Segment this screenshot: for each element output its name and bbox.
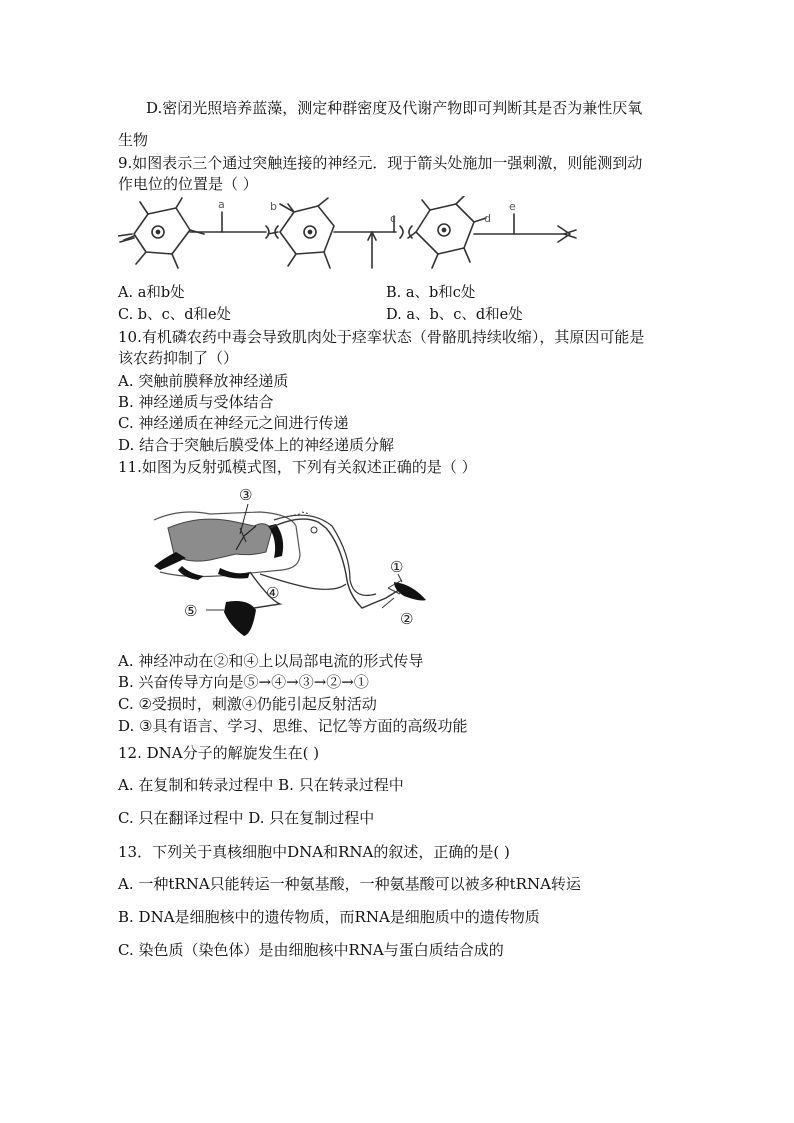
q8-option-d-line2: 生物: [118, 131, 149, 149]
q11-option-d: D. ③具有语言、学习、思维、记忆等方面的高级功能: [118, 717, 468, 735]
label-e: e: [509, 200, 516, 213]
q9-option-a: A. a和b处: [118, 285, 185, 301]
q13-stem: 13．下列关于真核细胞中DNA和RNA的叙述，正确的是( ): [118, 843, 510, 861]
reflex-arc-figure: [150, 484, 440, 644]
label-1: ①: [390, 558, 404, 576]
q9-stem-line2: 作电位的位置是（ ）: [118, 175, 258, 193]
q9-option-c: C. b、c、d和e处: [118, 307, 232, 323]
q12-options-line2: C. 只在翻译过程中 D. 只在复制过程中: [118, 809, 375, 827]
q10-stem-line2: 该农药抑制了（）: [118, 349, 239, 367]
label-3: ③: [239, 486, 253, 504]
q10-stem-line1: 10.有机磷农药中毒会导致肌肉处于痉挛状态（骨骼肌持续收缩），其原因可能是: [118, 328, 645, 346]
q12-options-line1: A. 在复制和转录过程中 B. 只在转录过程中: [118, 776, 404, 794]
label-2: ②: [400, 610, 414, 628]
label-a: a: [218, 198, 225, 211]
q10-option-a: A. 突触前膜释放神经递质: [118, 372, 289, 390]
q9-stem-line1: 9.如图表示三个通过突触连接的神经元．现于箭头处施加一强刺激，则能测到动: [118, 154, 643, 172]
q9-option-b: B. a、b和c处: [386, 285, 476, 301]
neuron-chain-figure: [118, 196, 588, 276]
q11-option-c: C. ②受损时，刺激④仍能引起反射活动: [118, 695, 377, 713]
q9-option-d: D. a、b、c、d和e处: [386, 307, 523, 323]
q8-option-d-line1: D.密闭光照培养蓝藻，测定种群密度及代谢产物即可判断其是否为兼性厌氧: [146, 99, 643, 117]
label-c: c: [390, 212, 397, 225]
q13-option-c: C. 染色质（染色体）是由细胞核中RNA与蛋白质结合成的: [118, 941, 504, 959]
label-d: d: [484, 212, 491, 225]
q10-option-c: C. 神经递质在神经元之间进行传递: [118, 414, 349, 432]
q11-option-b: B. 兴奋传导方向是⑤→④→③→②→①: [118, 673, 369, 691]
q10-option-b: B. 神经递质与受体结合: [118, 393, 274, 411]
q12-stem: 12. DNA分子的解旋发生在( ): [118, 744, 320, 762]
label-4: ④: [266, 584, 280, 602]
q13-option-a: A. 一种tRNA只能转运一种氨基酸，一种氨基酸可以被多种tRNA转运: [118, 875, 581, 893]
q10-option-d: D. 结合于突触后膜受体上的神经递质分解: [118, 436, 395, 454]
q11-option-a: A. 神经冲动在②和④上以局部电流的形式传导: [118, 652, 424, 670]
q13-option-b: B. DNA是细胞核中的遗传物质，而RNA是细胞质中的遗传物质: [118, 908, 540, 926]
label-5: ⑤: [184, 602, 198, 620]
q11-stem: 11.如图为反射弧模式图，下列有关叙述正确的是（ ）: [118, 458, 477, 476]
label-b: b: [270, 200, 277, 213]
